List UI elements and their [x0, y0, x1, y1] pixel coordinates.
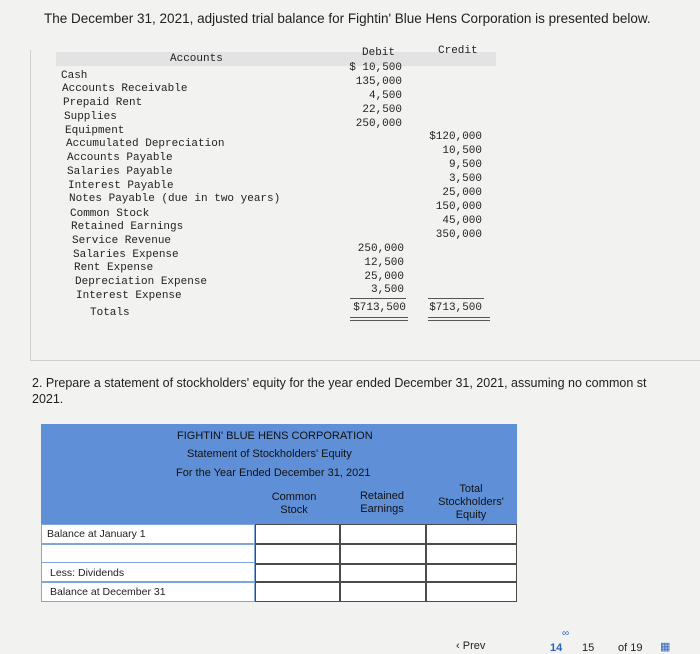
col-total-2: Stockholders' [438, 496, 504, 508]
col-common-2: Stock [280, 504, 308, 516]
debit-value: 25,000 [364, 271, 404, 283]
prev-button[interactable] [456, 640, 485, 652]
credit-value: 3,500 [448, 173, 482, 185]
total-equity-input[interactable] [426, 544, 517, 564]
statement-title: Statement of Stockholders' Equity [187, 448, 352, 460]
credit-value: 45,000 [442, 215, 482, 227]
debit-total: $713,500 [353, 302, 406, 314]
page-total: of 19 [618, 642, 643, 654]
grid-icon[interactable]: ▦ [660, 641, 670, 653]
account-name: Interest Payable [68, 180, 174, 192]
retained-earnings-input[interactable] [340, 524, 426, 544]
col-common-1: Common [271, 491, 317, 503]
intro-text: The December 31, 2021, adjusted trial balance for Fightin' Blue Hens Corporation is presented below. [44, 11, 651, 26]
retained-earnings-input[interactable] [340, 582, 426, 602]
company-name: FIGHTIN' BLUE HENS CORPORATION [177, 430, 373, 442]
debit-value: 22,500 [362, 104, 402, 116]
debit-value: 4,500 [368, 90, 402, 102]
account-name: Salaries Expense [73, 249, 179, 261]
debit-total-rule [350, 298, 406, 299]
link-icon[interactable]: ∞ [562, 628, 570, 639]
prev-label: Prev [462, 640, 486, 652]
total-equity-input[interactable] [426, 582, 517, 602]
debit-double-rule [350, 317, 408, 321]
row-label-cell [41, 562, 255, 582]
account-name: Notes Payable (due in two years) [69, 193, 281, 205]
equity-statement [41, 424, 517, 602]
account-name: Service Revenue [72, 235, 172, 247]
page-current[interactable]: 14 [550, 642, 563, 654]
credit-header: Credit [438, 45, 478, 57]
col-retained-1: Retained [359, 490, 405, 502]
row-label: Balance at December 31 [50, 586, 166, 598]
account-name: Retained Earnings [71, 221, 184, 233]
debit-value: $ 10,500 [349, 62, 402, 74]
credit-value: 9,500 [448, 159, 482, 171]
credit-total-rule [428, 298, 484, 299]
account-name: Depreciation Expense [75, 276, 208, 288]
common-stock-input[interactable] [255, 564, 340, 582]
account-name: Salaries Payable [67, 166, 173, 178]
debit-header: Debit [362, 47, 396, 59]
account-name: Prepaid Rent [63, 97, 143, 109]
total-equity-input[interactable] [426, 564, 517, 582]
common-stock-input[interactable] [255, 524, 340, 544]
account-name: Equipment [65, 125, 125, 137]
row-label: Balance at January 1 [47, 528, 146, 540]
account-name: Rent Expense [74, 262, 154, 274]
account-name: Accounts Payable [67, 152, 173, 164]
account-name: Supplies [64, 111, 117, 123]
row-label: Less: Dividends [50, 567, 125, 579]
debit-value: 12,500 [364, 257, 404, 269]
debit-value: 3,500 [370, 284, 404, 296]
row-label-cell [41, 524, 255, 544]
account-name: Accounts Receivable [62, 83, 188, 95]
debit-value: 250,000 [357, 243, 404, 255]
page-next[interactable]: 15 [582, 642, 595, 654]
question-line-2: 2021. [32, 392, 64, 406]
account-name: Common Stock [70, 208, 150, 220]
totals-label: Totals [90, 307, 130, 319]
account-name: Accumulated Depreciation [66, 138, 225, 150]
header-band [56, 52, 496, 66]
debit-value: 135,000 [355, 76, 402, 88]
question-line-1: 2. Prepare a statement of stockholders' equity for the year ended December 31, 2021, assuming no common st [32, 376, 647, 390]
row-label-input[interactable] [41, 544, 255, 564]
credit-value: 25,000 [442, 187, 482, 199]
column-header-band [41, 483, 517, 524]
credit-value: 10,500 [442, 145, 482, 157]
retained-earnings-input[interactable] [340, 564, 426, 582]
credit-total: $713,500 [429, 302, 482, 314]
credit-value: $120,000 [429, 131, 482, 143]
chevron-left-icon: ‹ [456, 640, 463, 652]
account-name: Cash [61, 70, 88, 82]
debit-value: 250,000 [355, 118, 402, 130]
account-name: Interest Expense [76, 290, 182, 302]
retained-earnings-input[interactable] [340, 544, 426, 564]
credit-value: 350,000 [435, 229, 482, 241]
common-stock-input[interactable] [255, 544, 340, 564]
question-text [32, 375, 647, 407]
col-total-3: Equity [455, 509, 487, 521]
statement-period: For the Year Ended December 31, 2021 [176, 467, 371, 479]
col-total-1: Total [459, 483, 483, 495]
col-retained-2: Earnings [360, 503, 404, 515]
common-stock-input[interactable] [255, 582, 340, 602]
credit-double-rule [428, 317, 490, 321]
credit-value: 150,000 [435, 201, 482, 213]
row-label-cell [41, 582, 255, 602]
statement-heading [41, 424, 517, 486]
accounts-header: Accounts [170, 53, 223, 65]
total-equity-input[interactable] [426, 524, 517, 544]
